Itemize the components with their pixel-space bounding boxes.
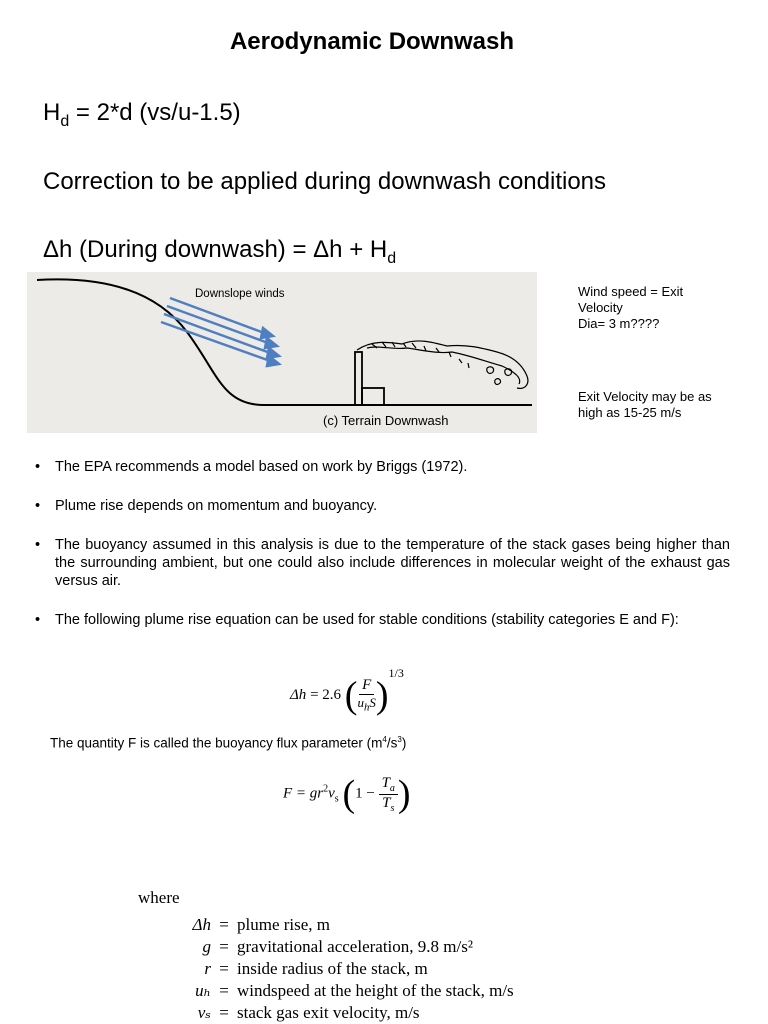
eq1-den-sub: h — [363, 701, 370, 714]
buoyancy-flux-note — [50, 735, 406, 751]
stack-and-building — [355, 352, 384, 405]
eq2-one-minus: 1 − — [355, 785, 375, 802]
bullet-item: • The EPA recommends a model based on work by Briggs (1972). — [30, 458, 730, 476]
eq1-den-u: u — [357, 695, 364, 711]
definition-row — [155, 936, 514, 958]
terrain-downwash-illustration — [27, 272, 537, 433]
eq2-lhs: F = gr — [283, 785, 324, 802]
definition-text: inside radius of the stack, m — [237, 959, 428, 978]
open-paren: ( — [342, 773, 356, 815]
definition-symbol: vₛ — [197, 1003, 211, 1022]
eq1-denominator — [357, 695, 375, 714]
equals-sign: = — [219, 1003, 229, 1022]
bullet-item: • Plume rise depends on momentum and buoyancy. — [30, 497, 730, 515]
close-paren: ) — [375, 674, 389, 717]
correction-statement: Correction to be applied during downwash conditions — [43, 168, 607, 195]
variable-definitions — [155, 914, 514, 1024]
formula-lhs-subscript: d — [60, 113, 70, 130]
bullet-item: • The following plume rise equation can be used for stable conditions (stability categories E and F): — [30, 611, 730, 629]
plume — [357, 341, 528, 388]
eq1-numerator: F — [359, 677, 374, 695]
page-title: Aerodynamic Downwash — [229, 28, 515, 55]
equals-sign: = — [219, 981, 229, 1000]
where-label: where — [138, 888, 180, 907]
eq2-v: v — [328, 785, 335, 802]
plume-rise-equation — [290, 666, 404, 718]
open-paren: ( — [344, 674, 358, 717]
eq2-den-t: T — [382, 794, 391, 811]
flux-mid: /s — [386, 735, 398, 751]
terrain-line — [37, 279, 532, 405]
eq1-coefficient: = 2.6 — [310, 687, 342, 703]
eq2-numerator — [379, 775, 398, 795]
definition-row — [155, 958, 514, 980]
eq2-den-sub: s — [390, 802, 395, 814]
bullet-list — [30, 458, 730, 629]
downwash-height-formula — [43, 99, 241, 131]
wind-label: Downslope winds — [195, 288, 285, 300]
eq1-lhs: Δh — [290, 687, 307, 703]
buoyancy-flux-equation — [283, 772, 411, 816]
terrain-downwash-figure — [27, 272, 537, 433]
side-note-exit-velocity: Exit Velocity may be as high as 15-25 m/s — [578, 389, 712, 420]
flux-sup-2: 3 — [397, 735, 402, 744]
flux-sup-1: 4 — [382, 735, 387, 744]
eq1-fraction — [357, 677, 375, 714]
figure-caption: (c) Terrain Downwash — [323, 413, 449, 428]
eq2-v-sub: s — [334, 793, 339, 805]
downwash-formula-subscript: d — [387, 250, 397, 267]
eq2-fraction — [379, 775, 398, 814]
formula-lhs: H — [43, 99, 61, 126]
downslope-wind-arrows — [161, 298, 279, 366]
close-paren: ) — [397, 773, 411, 815]
definition-text: windspeed at the height of the stack, m/s — [237, 981, 514, 1000]
eq2-sup: 2 — [323, 783, 329, 795]
eq1-den-s: S — [369, 695, 376, 711]
definition-symbol: Δh — [192, 915, 211, 934]
formula-rhs: = 2*d (vs/u-1.5) — [69, 99, 241, 126]
eq1-exponent: 1/3 — [388, 666, 404, 680]
equals-sign: = — [219, 915, 229, 934]
definition-row — [155, 1002, 514, 1024]
definition-row — [155, 980, 514, 1002]
definition-text: plume rise, m — [237, 915, 331, 934]
downwash-formula-text: Δh (During downwash) = Δh + H — [43, 236, 388, 263]
eq2-num-t: T — [381, 774, 390, 791]
equals-sign: = — [219, 959, 229, 978]
definition-row — [155, 914, 514, 936]
flux-end: ) — [401, 735, 407, 751]
equals-sign: = — [219, 937, 229, 956]
bullet-item: • The buoyancy assumed in this analysis is due to the temperature of the stack gases being higher than the surrounding ambient, but one could also include differences in molecular weight of the exhaust gas versus air. — [30, 536, 730, 590]
downwash-correction-formula — [43, 236, 396, 268]
side-note-wind-speed: Wind speed = Exit Velocity Dia= 3 m???? — [578, 284, 684, 331]
definition-text: gravitational acceleration, 9.8 m/s² — [237, 937, 473, 956]
definition-text: stack gas exit velocity, m/s — [237, 1003, 420, 1022]
eq2-denominator — [382, 795, 394, 814]
flux-text: The quantity F is called the buoyancy flux parameter (m — [50, 735, 383, 751]
definition-symbol: r — [204, 959, 211, 978]
definition-symbol: uₕ — [195, 981, 211, 1000]
definition-symbol: g — [202, 937, 211, 956]
eq2-num-sub: a — [389, 782, 395, 794]
